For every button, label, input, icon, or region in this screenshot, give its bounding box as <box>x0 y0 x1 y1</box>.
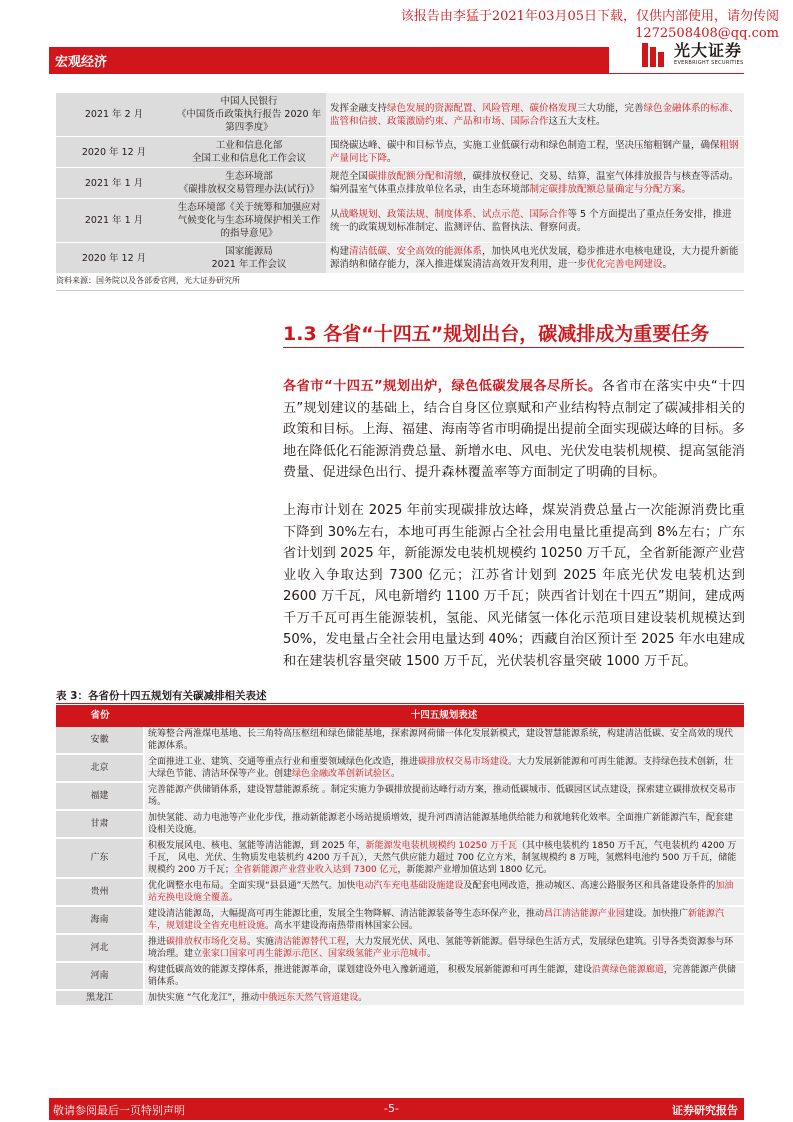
text-segment: 建设清洁能源岛，大幅提高可再生能源比重，发展全生物降解、清洁能源装备等生态环保产业，推动 <box>148 909 545 919</box>
paragraph-1-lead: 各省市“十四五”规划出炉，绿色低碳发展各尽所长。 <box>283 379 602 394</box>
text-segment: 。大力发展新能源和可再生能源。支持绿色技术创新，壮大绿色节能、清洁环保等产业。创建 <box>148 757 734 779</box>
text-segment: 及配套电网改造，推动城区、高速公路服务区和具备建设条件的 <box>463 881 716 891</box>
header-divider <box>49 73 744 74</box>
footer-disclaimer: 敬请参阅最后一页特别声明 <box>53 1104 185 1117</box>
highlight-text: 碳排放配额分配和清缴 <box>368 171 464 182</box>
text-segment: 三大功能，完善 <box>577 102 644 114</box>
table-row <box>56 93 744 137</box>
page-number: -5- <box>384 1102 399 1115</box>
watermark-line-1: 该报告由李猛于2021年03月05日下载，仅供内部使用，请勿传阅 <box>400 9 779 24</box>
province-plan-text <box>144 906 744 934</box>
text-segment: 建设。加快推广 <box>625 909 689 919</box>
policy-content <box>326 243 744 274</box>
table-row <box>56 838 744 878</box>
table-3-title: 表 3：各省份十四五规划有关碳减排相关表述 <box>56 690 267 702</box>
text-segment: 发挥金融支持 <box>330 102 388 114</box>
text-segment: 。 <box>427 949 437 959</box>
highlight-text: 新能源汽车，规划建设全省充电桩设施 <box>148 909 725 931</box>
text-segment: 加快氢能、动力电池等产业化步伐，推动新能源老小场站提质增效，提升河西清洁能源基地供给能力和就地转化效率。全面推广新能源汽车，配套建设相关设施。 <box>148 813 734 835</box>
text-segment: 全面推进工业、建筑、交通等重点行业和重要领域绿色化改造，推进 <box>148 757 419 767</box>
table-row <box>56 962 744 990</box>
province-plan-text <box>144 810 744 838</box>
text-segment: 优化调整水电布局。全面实现“县县通”天然气。加快 <box>148 881 356 891</box>
policy-issuer-line: 《碳排放权交易管理办法(试行)》 <box>178 184 320 195</box>
policy-content <box>326 199 744 243</box>
province-name: 河北 <box>56 934 144 962</box>
province-plan-text <box>144 878 744 906</box>
paragraph-1 <box>283 376 745 484</box>
highlight-text: 电动汽车充电基础设施建设 <box>355 881 464 891</box>
province-name: 福建 <box>56 782 144 810</box>
text-segment: （其中核电装机约 1850 万千瓦，气电装机约 4200 万千瓦， 风电、光伏、生物质发电装机约 4200 万千瓦），天然气供应能力超过 700 亿立方米，制氢规模约 8 万吨，氢燃料电池约 500 万千瓦，储能规模约 200 万千瓦； <box>148 841 737 875</box>
text-segment: ，完善能源产供储销体系。 <box>148 965 736 987</box>
policy-date: 2021 年 1 月 <box>56 199 172 243</box>
table-source-note: 资料来源：国务院以及各部委官网，光大证券研究所 <box>56 276 240 285</box>
highlight-text: 粗钢产量同比下降 <box>330 140 739 164</box>
table-header-row <box>56 705 744 727</box>
footer-report-type: 证券研究报告 <box>672 1104 738 1117</box>
highlight-text: 战略规划、政策法规、制度体系、试点示范、国际合作 <box>339 208 568 220</box>
province-name: 北京 <box>56 754 144 782</box>
province-plan-text <box>144 990 744 1006</box>
province-name: 河南 <box>56 962 144 990</box>
text-segment: 。 <box>387 153 397 164</box>
table-row <box>56 878 744 906</box>
text-segment: 。实施 <box>247 937 275 947</box>
province-name: 甘肃 <box>56 810 144 838</box>
policy-issuer-line: 生态环境部 <box>225 171 273 182</box>
text-segment: 规范全国 <box>330 171 369 182</box>
text-segment: ，大力发展光伏、风电、氢能等新能源。倡导绿色生活方式，发展绿色建筑。引导各类资源参与环境治理。建立 <box>148 937 734 959</box>
province-table <box>56 705 744 1007</box>
province-plan-text <box>144 754 744 782</box>
policy-content <box>326 137 744 168</box>
table-row <box>56 199 744 243</box>
policy-issuer <box>172 93 326 137</box>
province-name: 广东 <box>56 838 144 878</box>
policy-issuer-line: 第四季度》 <box>225 122 273 133</box>
highlight-text: 清洁能源替代工程 <box>274 937 347 947</box>
text-segment: 。 <box>358 993 368 1003</box>
policy-issuer-line: 全国工业和信息化工作会议 <box>191 153 306 164</box>
province-name: 黑龙江 <box>56 990 144 1006</box>
logo-mark-icon <box>642 43 668 67</box>
policy-issuer-line: 工业和信息化部 <box>215 140 283 151</box>
policy-date: 2020 年 12 月 <box>56 243 172 274</box>
text-segment: 。高水平建设海南热带雨林国家公园。 <box>265 921 419 931</box>
policy-issuer <box>172 199 326 243</box>
footer-bar <box>49 1098 744 1120</box>
policy-issuer-line: 气候变化与生态环境保护相关工作 <box>177 215 321 226</box>
highlight-text: 新能源发电装机规模约 10250 万千瓦 <box>365 841 517 851</box>
province-plan-text <box>144 934 744 962</box>
highlight-text: 绿色金融改革创新试验区 <box>292 769 392 779</box>
highlight-text: 昌江清洁能源产业园 <box>544 909 626 919</box>
text-segment: 积极发展风电、核电、氢能等清洁能源，到 2025 年， <box>148 841 366 851</box>
policy-issuer <box>172 168 326 199</box>
policy-issuer-line: 生态环境部《关于统筹和加强应对 <box>177 202 321 213</box>
highlight-text: 绿色发展的资源配置、风险管理、碳价格发现 <box>387 102 578 114</box>
text-segment: ，碳排放权登记、交易、结算，温室气体排放报告与核查等活动。编列温室气体重点排放单位名录，由生态环境部 <box>330 171 739 195</box>
paragraph-2: 上海市计划在 2025 年前实现碳排放达峰，煤炭消费总量占一次能源消费比重下降到 30%左右，本地可再生能源占全社会用电量比重提高到 8%左右；广东省计划到 2025 年，新能源发电装机规模约 10250 万千瓦，全省新能源产业营业收入争取达到 7300 亿元；江苏省计划到 2025 年底光伏发电装机达到 2600 万千瓦，风电新增约 1100 万千瓦；陕西省计划在十四五”期间，建成两千万千瓦可再生能源装机，氢能、风光储氢一体化示范项目建设装机规模达到 50%，发电量占全社会用电量达到 40%；西藏自治区预计至 2025 年水电建成和在建装机容量突破 1500 万千瓦，光伏装机容量突破 1000 万千瓦。 <box>283 503 745 669</box>
everbright-logo <box>642 42 743 67</box>
province-name: 贵州 <box>56 878 144 906</box>
table-row <box>56 990 744 1006</box>
highlight-text: 加油站充换电设施全覆盖 <box>148 881 734 903</box>
highlight-text: 碳排放权交易市场建设 <box>418 757 509 767</box>
table-row <box>56 168 744 199</box>
text-segment: 构建低碳高效的能源支撑体系，推进能源革命，谋划建设外电入豫新通道， 积极发展新能源和可再生能源，建设 <box>148 965 592 975</box>
logo-name-en: EVERBRIGHT SECURITIES <box>674 60 744 66</box>
header-province: 省份 <box>56 705 144 727</box>
policy-issuer-line: 国家能源局 <box>225 246 273 257</box>
policy-issuer-line: 的指导意见》 <box>220 228 278 239</box>
text-segment: 构建 <box>330 246 350 257</box>
policy-issuer <box>172 137 326 168</box>
table-row <box>56 754 744 782</box>
text-segment: 从 <box>330 208 340 220</box>
highlight-text: 张家口国家可再生能源示范区、国家级氢能产业示范城市 <box>202 949 428 959</box>
highlight-text: 制定碳排放配额总量确定与分配方案 <box>529 184 682 195</box>
section-label: 宏观经济 <box>55 55 108 70</box>
province-plan-text <box>144 782 744 810</box>
table-3-title-underline <box>56 703 744 704</box>
province-name: 安徽 <box>56 727 144 754</box>
policy-content <box>326 168 744 199</box>
province-name: 海南 <box>56 906 144 934</box>
policy-content <box>326 93 744 137</box>
text-segment: 。 <box>229 893 239 903</box>
highlight-text: 绿色金融体系的标准、监管和信披、政策激励约束、产品和市场、国际合作 <box>330 102 739 127</box>
text-segment: 。 <box>391 769 401 779</box>
text-segment: 。 <box>662 259 673 270</box>
policy-issuer-line: 2021 年工作会议 <box>211 259 287 270</box>
text-segment: ，加快风电光伏发展，稳步推进水电核电建设，大力提升新能源消纳和储存能力，深入推进煤炭清洁高效开发利用，进一步 <box>330 246 739 270</box>
policy-table <box>56 93 744 274</box>
table-row <box>56 934 744 962</box>
text-segment: 。 <box>681 184 692 195</box>
source-divider <box>56 290 744 291</box>
policy-issuer-line: 中国人民银行 <box>220 96 278 107</box>
text-segment: 加快实施 “气化龙江”，推动 <box>148 993 260 1003</box>
logo-name-cn: 光大证券 <box>674 41 743 60</box>
province-plan-text <box>144 838 744 878</box>
policy-issuer-line: 《中国货币政策执行报告 2020 年 <box>176 109 322 120</box>
policy-date: 2021 年 1 月 <box>56 168 172 199</box>
highlight-text: 全省新能源产业营业收入达到 7300 亿元 <box>233 865 398 875</box>
text-segment: 完善能源产供储销体系，建设智慧能源系统 。制定实施力争碳排放提前达峰行动方案，推动低碳城市、低碳园区试点建设，探索建立碳排放权交易市场。 <box>148 785 736 807</box>
text-segment: 这五大支柱。 <box>548 115 606 127</box>
table-row <box>56 137 744 168</box>
section-heading: 1.3 各省“十四五”规划出台，碳减排成为重要任务 <box>283 323 710 345</box>
header-bar <box>49 47 609 73</box>
download-watermark <box>401 8 779 42</box>
table-row <box>56 782 744 810</box>
highlight-text: 清洁低碳、安全高效的能源体系 <box>349 246 483 257</box>
text-segment: 推进 <box>148 937 167 947</box>
table-row <box>56 810 744 838</box>
table-row <box>56 243 744 274</box>
province-plan-text <box>144 962 744 990</box>
table-row <box>56 727 744 754</box>
text-segment: 围绕碳达峰、碳中和目标节点，实施工业低碳行动和绿色制造工程，坚决压缩粗钢产量，确保 <box>330 140 720 151</box>
highlight-text: 中俄远东天然气管道建设 <box>259 993 359 1003</box>
table-row <box>56 906 744 934</box>
policy-date: 2021 年 2 月 <box>56 93 172 137</box>
highlight-text: 优化完善电网建设 <box>586 259 663 270</box>
text-segment: 等 5 个方面提出了重点任务安排，推进统一的政策规划标准制定、监测评估、监督执法、督察问责。 <box>330 208 732 233</box>
highlight-text: 沿黄绿色能源廊道 <box>591 965 664 975</box>
text-segment: ，新能源产业增加值达到 1800 亿元。 <box>397 865 553 875</box>
province-plan-text <box>144 727 744 754</box>
text-segment: 统筹整合两淮煤电基地、长三角特高压枢纽和绿色储能基地，探索源网荷储一体化发展新模式，建设智慧能源系统，构建清洁低碳、安全高效的现代能源体系。 <box>148 729 734 751</box>
paragraph-1-body: 各省市在落实中央“十四五”规划建议的基础上，结合自身区位禀赋和产业结构特点制定了碳减排相关的政策和目标。上海、福建、海南等省市明确提出提前全面实现碳达峰的目标。多地在降低化石能源消费总量、新增水电、风电、光伏发电装机规模、提高氢能消费量、促进绿色出行、提升森林覆盖率等方面制定了明确的目标。 <box>283 379 745 480</box>
watermark-line-2: 1272508408@qq.com <box>635 26 779 41</box>
section-heading-underline <box>283 347 744 348</box>
header-plan: 十四五规划表述 <box>144 705 744 727</box>
highlight-text: 碳排放权市场化交易 <box>166 937 248 947</box>
policy-date: 2020 年 12 月 <box>56 137 172 168</box>
policy-issuer <box>172 243 326 274</box>
